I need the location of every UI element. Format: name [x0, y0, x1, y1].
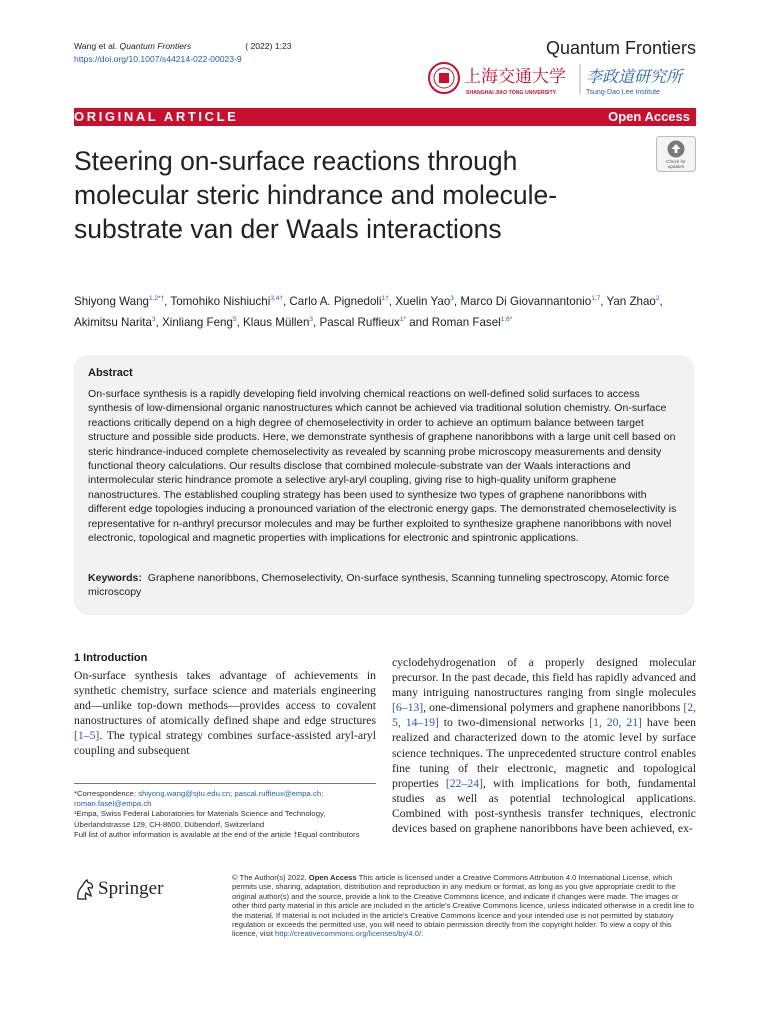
- body-text: . The typical strategy combines surface-assisted aryl-aryl coupling and subsequent: [74, 729, 376, 758]
- author-separator: ,: [236, 315, 244, 329]
- journal-brand: Quantum Frontiers: [545, 38, 696, 58]
- author-separator: ,: [388, 294, 396, 308]
- keywords-label: Keywords:: [88, 572, 142, 584]
- footnotes: [74, 789, 376, 840]
- author-name: Klaus Müllen: [243, 315, 310, 329]
- citation-link[interactable]: [1–5]: [74, 729, 100, 743]
- author-affiliation-marker[interactable]: 3: [309, 315, 314, 323]
- body-text: to two-dimensional networks: [438, 716, 590, 730]
- springer-horse-icon: [74, 878, 96, 902]
- tdli-name-cn: 李政道研究所: [586, 67, 683, 86]
- publisher-logo: [74, 878, 174, 902]
- author-name: Yan Zhao: [606, 294, 656, 308]
- author-name: Akimitsu Narita: [74, 315, 152, 329]
- header-year: ( 2022): [245, 41, 273, 51]
- author-separator: ,: [313, 315, 320, 329]
- author-list: [74, 290, 696, 332]
- springer-wordmark: Springer: [98, 878, 164, 899]
- license-open-access: Open Access: [308, 873, 357, 882]
- author-name: Tomohiko Nishiuchi: [170, 294, 271, 308]
- author-affiliation-marker[interactable]: 1,6*: [500, 315, 513, 323]
- author-affiliation-marker[interactable]: 1†: [381, 295, 389, 302]
- article-type-bar: [74, 108, 696, 126]
- author-name: Pascal Ruffieux: [319, 315, 400, 329]
- article-type: ORIGINAL ARTICLE: [74, 109, 239, 124]
- citation-link[interactable]: [1, 20, 21]: [589, 716, 642, 730]
- body-text: On-surface synthesis takes advantage of achievements in synthetic chemistry, surface science and materials engineering and—unlike top-down methods—provides access to covalent nanostructures of atomically defined shape and edge structures: [74, 669, 376, 728]
- column-right: [392, 655, 696, 836]
- keywords-list: Graphene nanoribbons, Chemoselectivity, On-surface synthesis, Scanning tunneling spectroscopy, Atomic force microscopy: [88, 572, 670, 599]
- citation-link[interactable]: [2, 5, 14–19]: [392, 701, 696, 730]
- keywords: [88, 571, 686, 600]
- license-text: This article is licensed under a Creative Commons Attribution 4.0 International License, which permits use, sharing, adaptation, distribution and reproduction in any medium or format, as long as you give appropriate credit to the original author(s) and the source, provide a link to the Creative Commons licence, and indicate if changes were made. The images or other third party material in this article are included in the article's Creative Commons licence, unless indicated otherwise in a credit line to the material. If material is not included in the article's Creative Commons licence and your intended use is not permitted by statutory regulation or exceeds the permitted use, you will need to obtain permission directly from the copyright holder. To view a copy of this licence, visit: [232, 873, 694, 939]
- author-separator: and: [405, 315, 432, 329]
- license-copyright: © The Author(s) 2022.: [232, 873, 309, 882]
- author-affiliation-marker[interactable]: 2: [655, 295, 660, 302]
- tdli-name-en: Tsung-Dao Lee Institute: [586, 89, 660, 96]
- sjtu-name-en: SHANGHAI JIAO TONG UNIVERSITY: [466, 90, 557, 96]
- author-affiliation-marker[interactable]: 3: [151, 315, 156, 323]
- body-text: , with implications for both, fundamental studies as well as potential technological applications. Combined with post-synthesis transfer techniques, electronic devices based on graphene nanoribbons have been achieved, ex-: [392, 776, 696, 836]
- author-name: Marco Di Giovannantonio: [460, 294, 592, 308]
- license-statement: [232, 873, 696, 939]
- sjtu-name-cn: 上海交通大学: [464, 67, 566, 87]
- author-affiliation-marker[interactable]: 3: [450, 295, 454, 302]
- author-separator: ,: [453, 294, 461, 308]
- crossmark-label-1: Check for: [666, 159, 686, 164]
- crossmark-label-2: updates: [667, 164, 685, 169]
- author-name: Carlo A. Pignedoli: [289, 294, 382, 308]
- author-separator: ,: [600, 294, 607, 308]
- affiliation-1: ¹Empa, Swiss Federal Laboratories for Materials Science and Technology, Überlandstrasse 129, CH-8600, Dübendorf, Switzerland: [74, 809, 326, 829]
- license-url[interactable]: http://creativecommons.org/licenses/by/4.0/: [275, 929, 422, 939]
- author-affiliation-marker[interactable]: 5: [232, 315, 237, 323]
- header-journal: Quantum Frontiers: [119, 41, 192, 51]
- open-access-badge: Open Access: [608, 109, 690, 124]
- section-heading-introduction: 1 Introduction: [74, 652, 148, 664]
- doi-link[interactable]: https://doi.org/10.1007/s44214-022-00023-9: [74, 54, 242, 64]
- check-for-updates-icon[interactable]: [656, 136, 696, 172]
- author-affiliation-marker[interactable]: 1,7: [591, 295, 601, 302]
- header-authors: Wang et al.: [74, 41, 118, 51]
- author-name: Xuelin Yao: [395, 294, 451, 308]
- correspondence-emails[interactable]: shiyong.wang@sjtu.edu.cn; pascal.ruffieux@empa.ch; roman.fasel@empa.ch: [74, 789, 324, 809]
- sjtu-seal-icon: [429, 63, 459, 93]
- license-end: .: [421, 929, 424, 939]
- author-separator: ,: [659, 294, 663, 308]
- intro-paragraph-2: [392, 655, 696, 836]
- institution-logos: [426, 60, 696, 100]
- author-separator: ,: [282, 294, 290, 308]
- citation-link[interactable]: [22–24]: [445, 776, 483, 790]
- abstract-heading: Abstract: [88, 367, 133, 379]
- author-affiliation-marker[interactable]: 3,4†: [270, 295, 283, 302]
- abstract-text: On-surface synthesis is a rapidly developing field involving chemical reactions on well-defined solid surfaces to access synthesis of low-dimensional organic nanostructures which cannot be achieved via traditional solution chemistry. On-surface reactions critically depend on a high degree of chemoselectivity in order to achieve an optimum balance between target structure and possible side products. Here, we demonstrate synthesis of graphene nanoribbons with a large unit cell based on steric hindrance-induced complete chemoselectivity as revealed by scanning probe microscopy measurements and density functional theory calculations. Our results disclose that combined molecule-substrate van der Waals interactions and intermolecular steric hindrance promote a selective aryl-aryl coupling, giving rise to high-quality uniform graphene nanostructures. The established coupling strategy has been used to synthesize two types of graphene nanoribbons with different edge topologies inducing a pronounced variation of the electronic energy gaps. The demonstrated chemoselectivity is representative for n-anthryl precursor molecules and may be further exploited to synthesize graphene nanoribbons with novel electronic, topological and magnetic properties with implications for electronic and spintronic applications.: [88, 388, 677, 545]
- citation-link[interactable]: [6–13]: [392, 701, 424, 715]
- body-text: , one-dimensional polymers and graphene nanoribbons: [423, 701, 684, 715]
- body-text: have been realized and characterized down to the atomic level by surface science techniques. The unprecedented structure control enables fine tuning of their electronic, magnetic and topological properties: [392, 716, 696, 790]
- author-name: Shiyong Wang: [74, 294, 149, 308]
- correspondence-label: *Correspondence:: [74, 789, 139, 798]
- author-separator: ,: [164, 294, 171, 308]
- body-text: cyclodehydrogenation of a properly designed molecular precursor. In the past decade, this field has rapidly advanced and many intriguing nanostructures ranging from single molecules: [392, 656, 696, 700]
- footnote-rule: [74, 783, 376, 784]
- intro-paragraph-1: [74, 668, 376, 759]
- author-name: Roman Fasel: [431, 315, 501, 329]
- author-affiliation-marker[interactable]: 1,2*†: [148, 295, 165, 302]
- full-author-info-note: Full list of author information is available at the end of the article: [74, 829, 294, 839]
- article-title: Steering on-surface reactions through molecular steric hindrance and molecule-substrate van der Waals interactions: [74, 146, 558, 244]
- author-name: Xinliang Feng: [162, 315, 233, 329]
- author-affiliation-marker[interactable]: 1*: [399, 315, 406, 323]
- running-header: [74, 40, 292, 66]
- author-separator: ,: [155, 315, 163, 329]
- equal-contributors-note: †Equal contributors: [293, 829, 360, 839]
- header-article-no: 1:23: [274, 41, 292, 51]
- abstract-box: [74, 355, 694, 615]
- column-left: [74, 652, 376, 759]
